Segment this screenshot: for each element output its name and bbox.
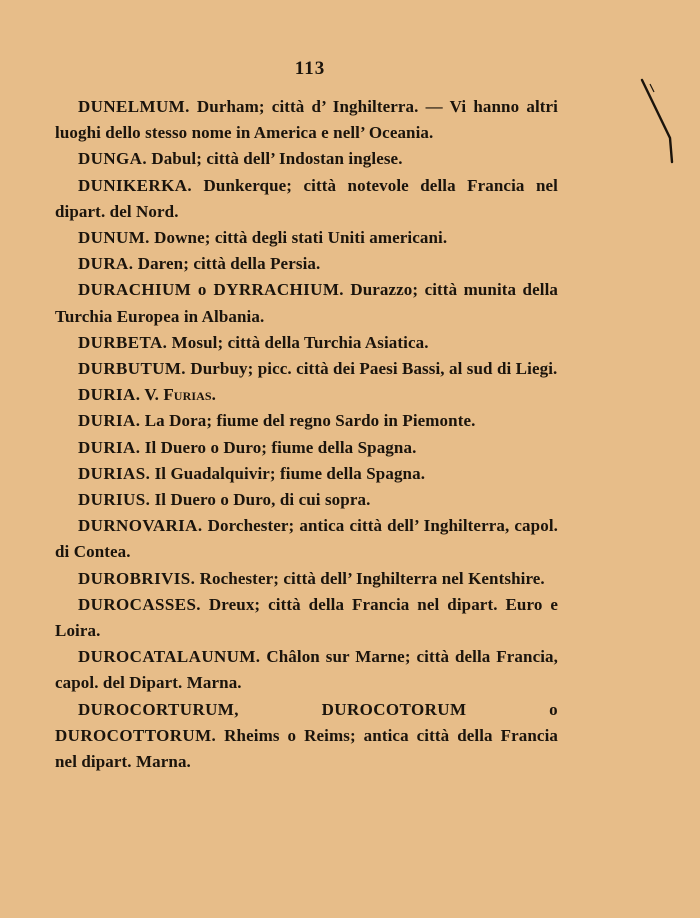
entry-headword: DUROCATALAUNUM. xyxy=(78,647,261,667)
entry xyxy=(55,225,558,251)
entry-headword: DURNOVARIA. xyxy=(78,516,203,536)
entry-headword: DUNIKERKA. xyxy=(78,175,193,195)
entry-definition: Châlon sur Marne; città della Francia, capol. del Dipart. Marna. xyxy=(55,647,558,693)
entry xyxy=(55,461,558,487)
entry-definition: La Dora; fiume del regno Sardo in Piemonte. xyxy=(140,411,476,431)
margin-pen-stroke xyxy=(640,78,674,164)
entry xyxy=(55,382,558,408)
entry-headword: DURIAS. xyxy=(78,463,151,483)
entry-definition: Dunkerque; città notevole della Francia nel dipart. del Nord. xyxy=(55,175,558,221)
entry xyxy=(55,592,558,644)
page-number: 113 xyxy=(294,58,326,79)
entry-headword: DURIUS. xyxy=(78,490,151,510)
entry xyxy=(55,146,558,172)
cross-reference: Furias. xyxy=(163,385,216,405)
entry-definition: Dabul; città dell’ Indostan inglese. xyxy=(146,149,403,169)
entry-headword: DURBUTUM. xyxy=(78,359,186,379)
entry xyxy=(55,644,558,696)
entry-headword: DURA. xyxy=(78,254,134,274)
entry xyxy=(55,408,558,434)
dictionary-entries xyxy=(55,94,558,775)
entry-definition: Durham; città d’ Inghilterra. — Vi hanno altri luoghi dello stesso nome in America e nell’ Oceania. xyxy=(55,97,558,143)
entry-headword: DUNGA. xyxy=(78,149,147,169)
entry xyxy=(55,487,558,513)
entry-headword: DURIA. xyxy=(78,411,141,431)
entry-headword: DUNUM. xyxy=(78,228,150,248)
entry-definition: Daren; città della Persia. xyxy=(133,254,321,274)
entry-headword: DUROCORTURUM, DUROCOTORUM o DUROCOTTORUM. xyxy=(55,699,558,745)
entry xyxy=(55,277,558,329)
entry-definition: Il Duero o Duro, di cui sopra. xyxy=(150,490,371,510)
entry-definition: Rheims o Reims; antica città della Francia nel dipart. Marna. xyxy=(55,725,558,772)
entry xyxy=(55,330,558,356)
entry-definition: V. xyxy=(140,385,164,405)
entry xyxy=(55,173,558,225)
entry-headword: DURIA. xyxy=(78,437,141,457)
entry-definition: Downe; città degli stati Uniti americani. xyxy=(149,228,448,248)
entry-definition: Durbuy; picc. città dei Paesi Bassi, al sud di Liegi. xyxy=(185,359,558,379)
entry xyxy=(55,356,558,382)
entry xyxy=(55,94,558,146)
entry xyxy=(55,435,558,461)
entry-definition: Dorchester; antica città dell’ Inghilterra, capol. di Contea. xyxy=(55,516,558,562)
entry-headword: DUROBRIVIS. xyxy=(78,568,196,588)
entry-definition: Il Guadalquivir; fiume della Spagna. xyxy=(150,463,426,483)
entry-definition: Mosul; città della Turchia Asiatica. xyxy=(167,332,429,352)
entry xyxy=(55,251,558,277)
entry-definition: Dreux; città della Francia nel dipart. Euro e Loira. xyxy=(55,594,558,641)
entry xyxy=(55,566,558,592)
entry-headword: DUNELMUM. xyxy=(78,97,190,116)
entry-headword: DURBETA. xyxy=(78,332,168,352)
entry-definition: Rochester; città dell’ Inghilterra nel Kentshire. xyxy=(195,568,545,588)
entry-headword: DUROCASSES. xyxy=(78,594,201,614)
entry xyxy=(55,513,558,565)
entry-definition: Durazzo; città munita della Turchia Europea in Albania. xyxy=(55,280,558,326)
entry-headword: DURACHIUM o DYRRACHIUM. xyxy=(78,280,344,300)
entry-definition: Il Duero o Duro; fiume della Spagna. xyxy=(140,437,417,457)
entry xyxy=(55,697,558,776)
entry-headword: DURIA. xyxy=(78,385,141,405)
